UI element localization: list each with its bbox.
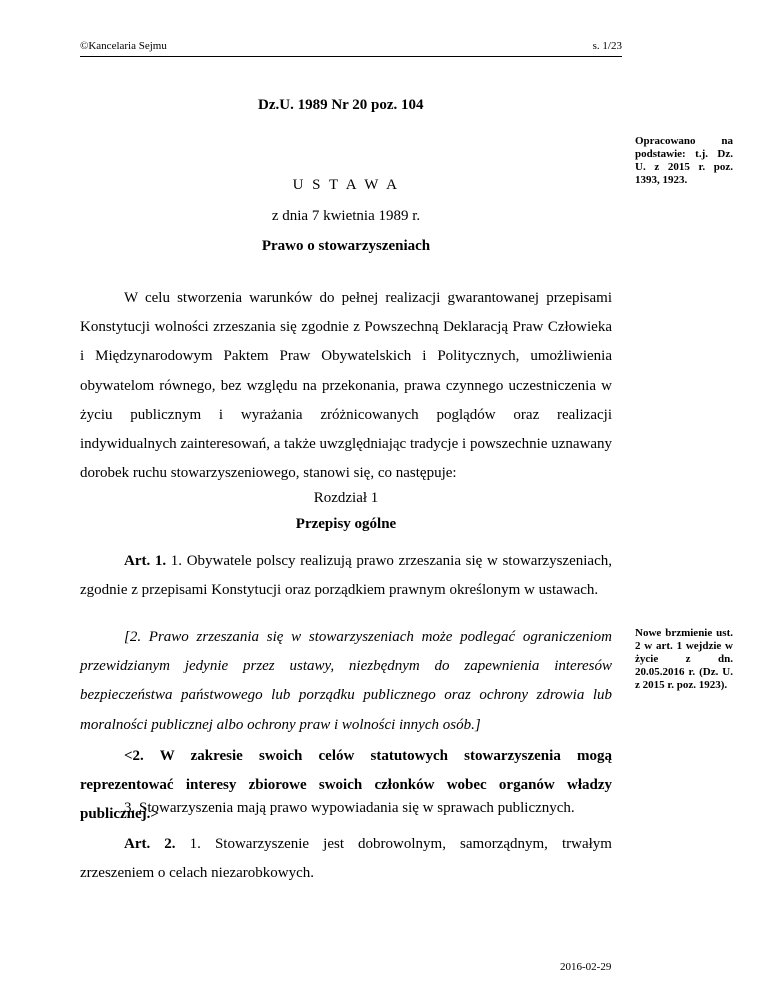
chapter-title: Przepisy ogólne (295, 516, 397, 532)
document-type: U S T A W A (292, 177, 400, 193)
header-source: ©Kancelaria Sejmu (80, 40, 167, 52)
article-1-paragraph-1 (80, 547, 612, 605)
article-2-paragraph-1 (80, 830, 612, 888)
article-1-paragraph-3: 3. Stowarzyszenia mają prawo wypowiadania się w sprawach publicznych. (124, 800, 575, 816)
footer-date: 2016-02-29 (560, 961, 612, 973)
article-2-paragraph-1-text: 1. Stowarzyszenie jest dobrowolnym, samorządnym, trwałym zrzeszeniem o celach niezarobkowych. (80, 836, 612, 882)
article-1-label: Art. 1. (124, 553, 167, 569)
journal-reference: Dz.U. 1989 Nr 20 poz. 104 (258, 97, 424, 113)
article-1-paragraph-1-text: 1. Obywatele polscy realizują prawo zrzeszania się w stowarzyszeniach, zgodnie z przepisami Konstytucji oraz porządkiem prawnym określonym w ustawach. (80, 553, 612, 599)
chapter-number: Rozdział 1 (313, 490, 379, 506)
header-divider (80, 56, 622, 57)
margin-note-amendment: Nowe brzmienie ust. 2 w art. 1 wejdzie w życie z dn. 20.05.2016 r. (Dz. U. z 2015 r. poz. 1923). (635, 627, 733, 691)
act-title: Prawo o stowarzyszeniach (261, 238, 431, 254)
act-date: z dnia 7 kwietnia 1989 r. (271, 208, 421, 224)
page-number: s. 1/23 (592, 40, 622, 52)
margin-note-source: Opracowano na podstawie: t.j. Dz. U. z 2015 r. poz. 1393, 1923. (635, 135, 733, 186)
preamble: W celu stworzenia warunków do pełnej realizacji gwarantowanej przepisami Konstytucji wolności zrzeszania się zgodnie z Powszechną Deklaracją Praw Człowieka i Międzynarodowym Paktem Praw Obywatelskich i Politycznych, umożliwienia obywatelom równego, bez względu na przekonania, prawa czynnego uczestniczenia w życiu publicznym i wyrażania zróżnicowanych poglądów oraz realizacji indywidualnych zainteresowań, a także uwzględniając tradycje i powszechnie uznawany dorobek ruchu stowarzyszeniowego, stanowi się, co następuje: (80, 290, 612, 482)
article-2-label: Art. 2. (124, 836, 176, 852)
article-1-paragraph-2-current: [2. Prawo zrzeszania się w stowarzyszeniach może podlegać ograniczeniom przewidzianym jedynie przez ustawy, niezbędnym do zapewnienia interesów bezpieczeństwa państwowego lub porządku publicznego oraz ochrony zdrowia lub moralności publicznej albo ochrony praw i wolności innych osób.] (80, 629, 612, 733)
article-1-paragraph-2-new: <2. W zakresie swoich celów statutowych stowarzyszenia mogą reprezentować interesy zbiorowe swoich członków wobec organów władzy publicznej.> (80, 748, 612, 823)
